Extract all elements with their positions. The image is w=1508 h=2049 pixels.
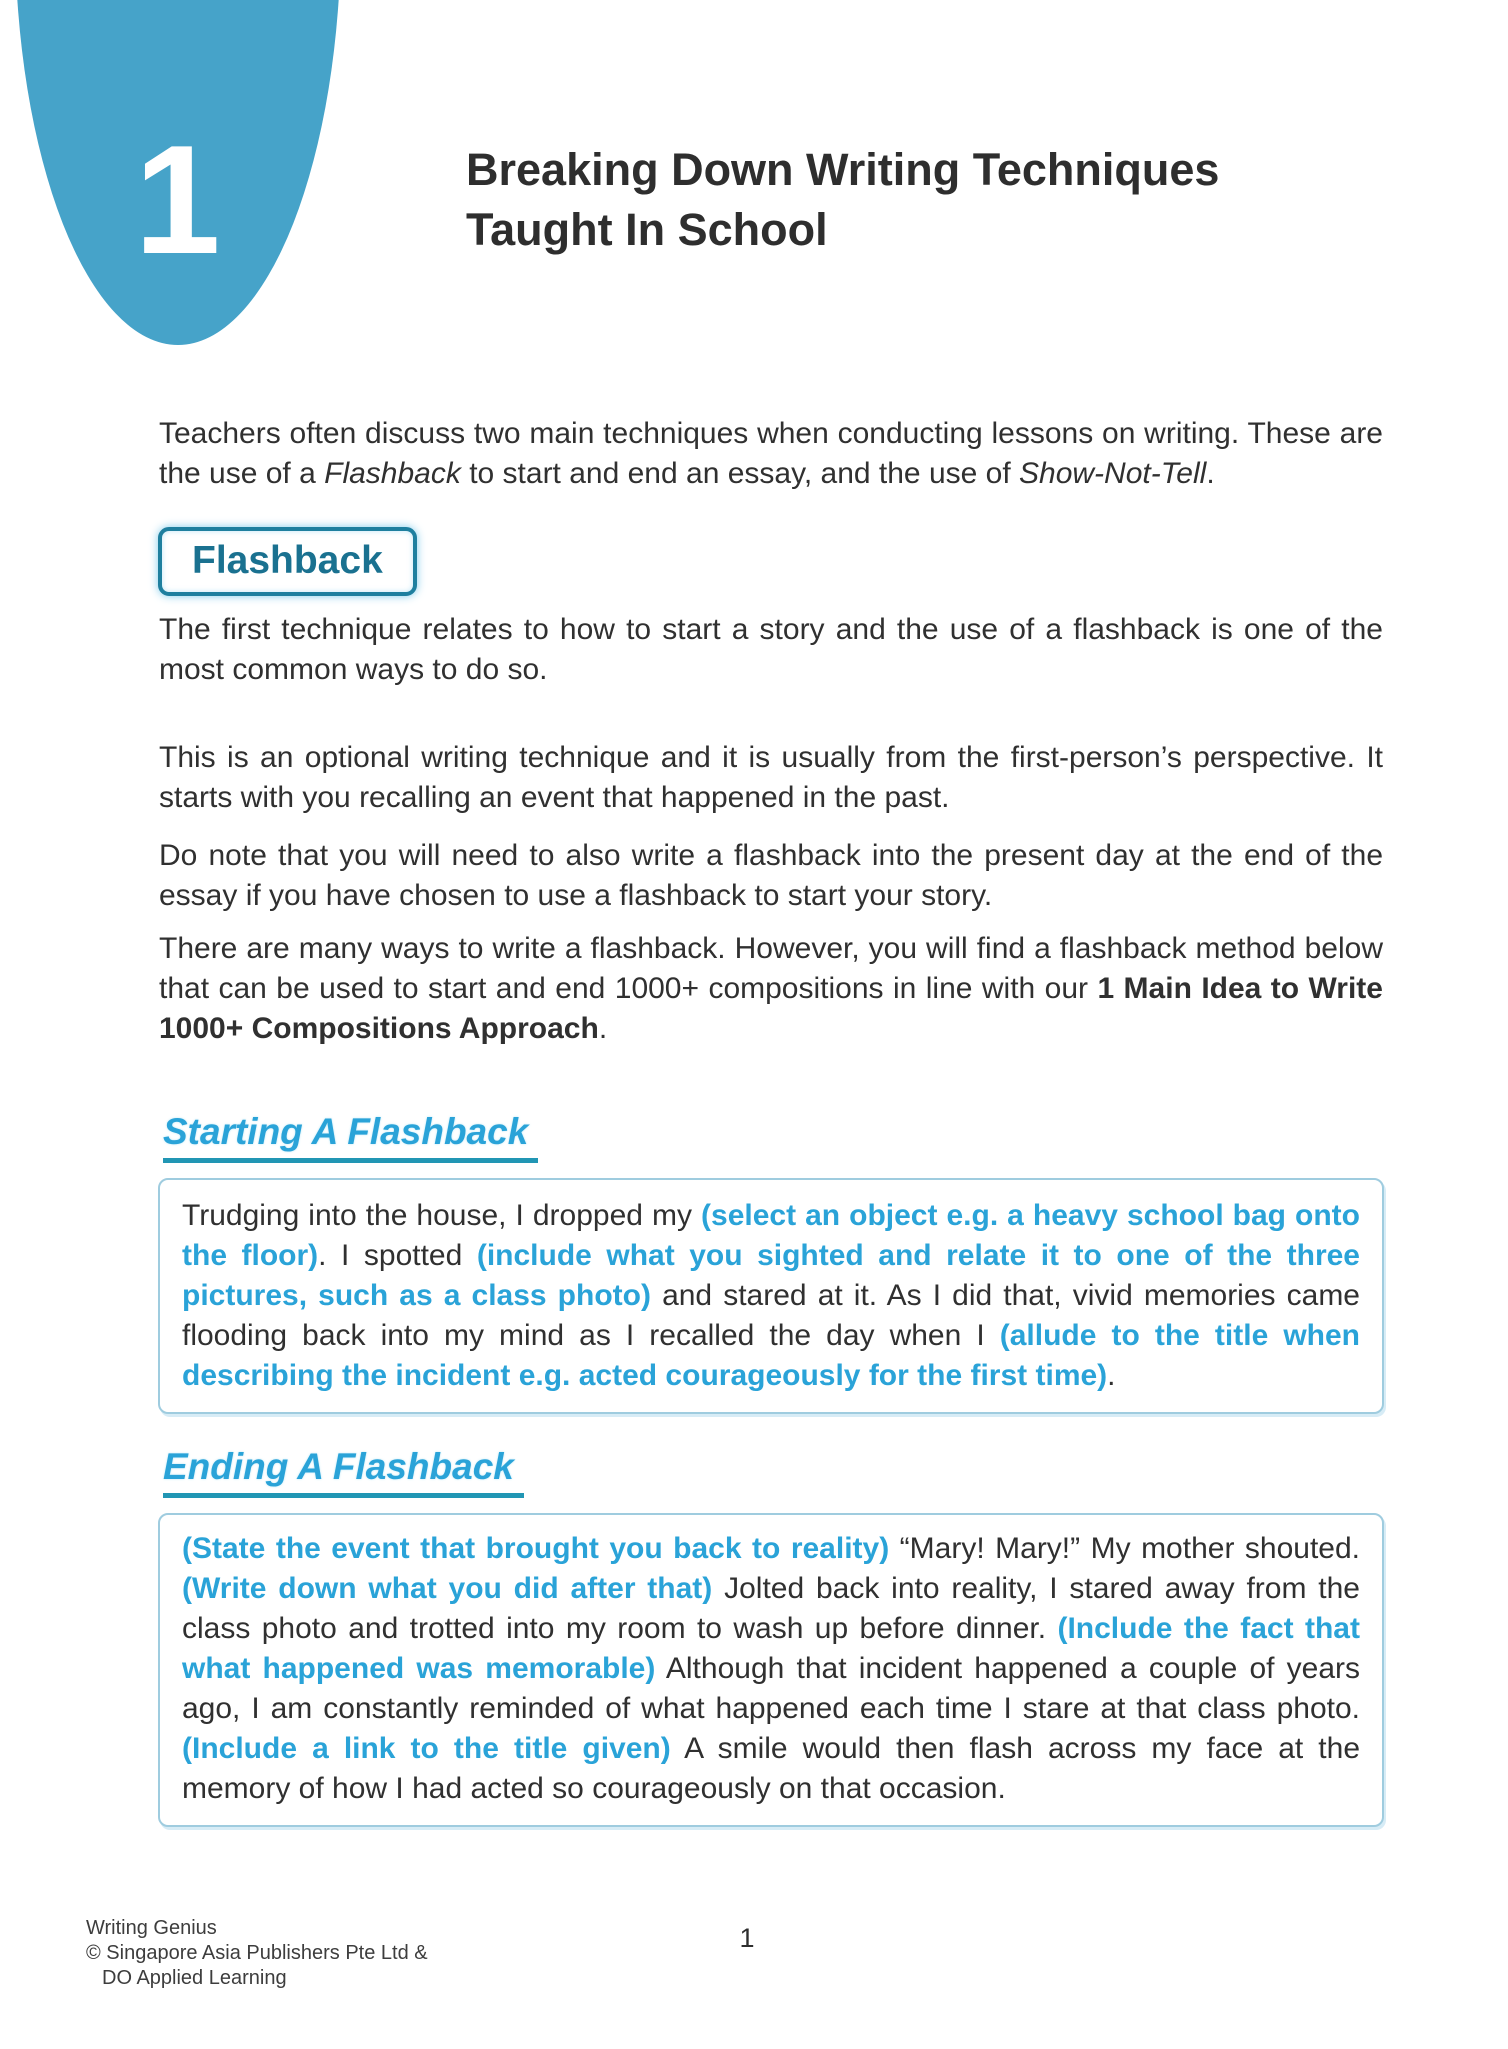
body-text-segment: to start and end an essay, and the use of [460, 457, 1020, 490]
body-text-segment: . [1206, 457, 1215, 490]
paragraph-first-technique [159, 610, 1383, 690]
paragraph-do-note [159, 836, 1383, 916]
body-text-segment: . [1107, 1359, 1116, 1392]
chapter-number: 1 [134, 113, 221, 286]
body-text-segment: . I spotted [318, 1239, 477, 1272]
ending-flashback-example-box [158, 1513, 1384, 1827]
body-text-segment: “Mary! Mary!” My mother shouted. [889, 1532, 1361, 1565]
body-text-segment: 1 Main Idea to Write 1000+ Compositions Approach [159, 972, 1383, 1045]
template-hint-text: (Include a link to the title given) [182, 1732, 671, 1765]
body-text-segment: Trudging into the house, I dropped my [182, 1199, 702, 1232]
template-hint-text: (Write down what you did after that) [182, 1572, 713, 1605]
body-text-segment: Jolted back into reality, I stared away from the class photo and trotted into my room to wash up before dinner. [182, 1572, 1360, 1645]
starting-flashback-example-box [158, 1178, 1384, 1414]
template-hint-text: (State the event that brought you back to reality) [182, 1532, 890, 1565]
body-text-segment: Do note that you will need to also write a flashback into the present day at the end of the essay if you have chosen to use a flashback to start your story. [159, 839, 1383, 912]
body-text-segment: This is an optional writing technique and it is usually from the first-person’s perspective. It starts with you recalling an event that happened in the past. [159, 741, 1383, 814]
intro-paragraph [159, 414, 1383, 494]
chapter-title [466, 140, 1366, 260]
chapter-title-line1: Breaking Down Writing Techniques [466, 144, 1220, 195]
template-hint-text: (allude to the title when describing the incident e.g. acted courageously for the first time) [182, 1319, 1360, 1392]
flashback-section-badge: Flashback [158, 527, 417, 596]
template-hint-text: (Include the fact that what happened was memorable) [182, 1612, 1360, 1685]
body-text-segment: A smile would then flash across my face at the memory of how I had acted so courageously on that occasion. [182, 1732, 1360, 1805]
chapter-title-line2: Taught In School [466, 204, 828, 255]
body-text-segment: The first technique relates to how to start a story and the use of a flashback is one of the most common ways to do so. [159, 613, 1383, 686]
template-hint-text: (include what you sighted and relate it to one of the three pictures, such as a class photo) [182, 1239, 1360, 1312]
body-text-segment: Flashback [324, 457, 461, 490]
heading-starting-a-flashback: Starting A Flashback [163, 1112, 538, 1163]
template-hint-text: (select an object e.g. a heavy school bag onto the floor) [182, 1199, 1360, 1272]
body-text-segment: . [598, 1012, 608, 1045]
paragraph-many-ways [159, 929, 1383, 1049]
page-number: 1 [739, 1923, 755, 1953]
body-text-segment: Although that incident happened a couple of years ago, I am constantly reminded of what happened each time I stare at that class photo. [182, 1652, 1361, 1725]
heading-ending-a-flashback: Ending A Flashback [163, 1447, 524, 1498]
footer-publisher: © Singapore Asia Publishers Pte Ltd & [86, 1942, 428, 1964]
paragraph-optional-technique [159, 738, 1383, 818]
footer-imprint [86, 1916, 428, 1991]
footer-series-title: Writing Genius [86, 1917, 217, 1939]
body-text-segment: and stared at it. As I did that, vivid memories came flooding back into my mind as I recalled the day when I [182, 1279, 1360, 1352]
footer-publisher-2: DO Applied Learning [102, 1967, 287, 1989]
body-text-segment: There are many ways to write a flashback. However, you will find a flashback method below that can be used to start and end 1000+ compositions in line with our [159, 932, 1383, 1005]
body-text-segment: Show-Not-Tell [1019, 457, 1207, 490]
body-text-segment: Teachers often discuss two main techniques when conducting lessons on writing. These are the use of a [159, 417, 1383, 490]
